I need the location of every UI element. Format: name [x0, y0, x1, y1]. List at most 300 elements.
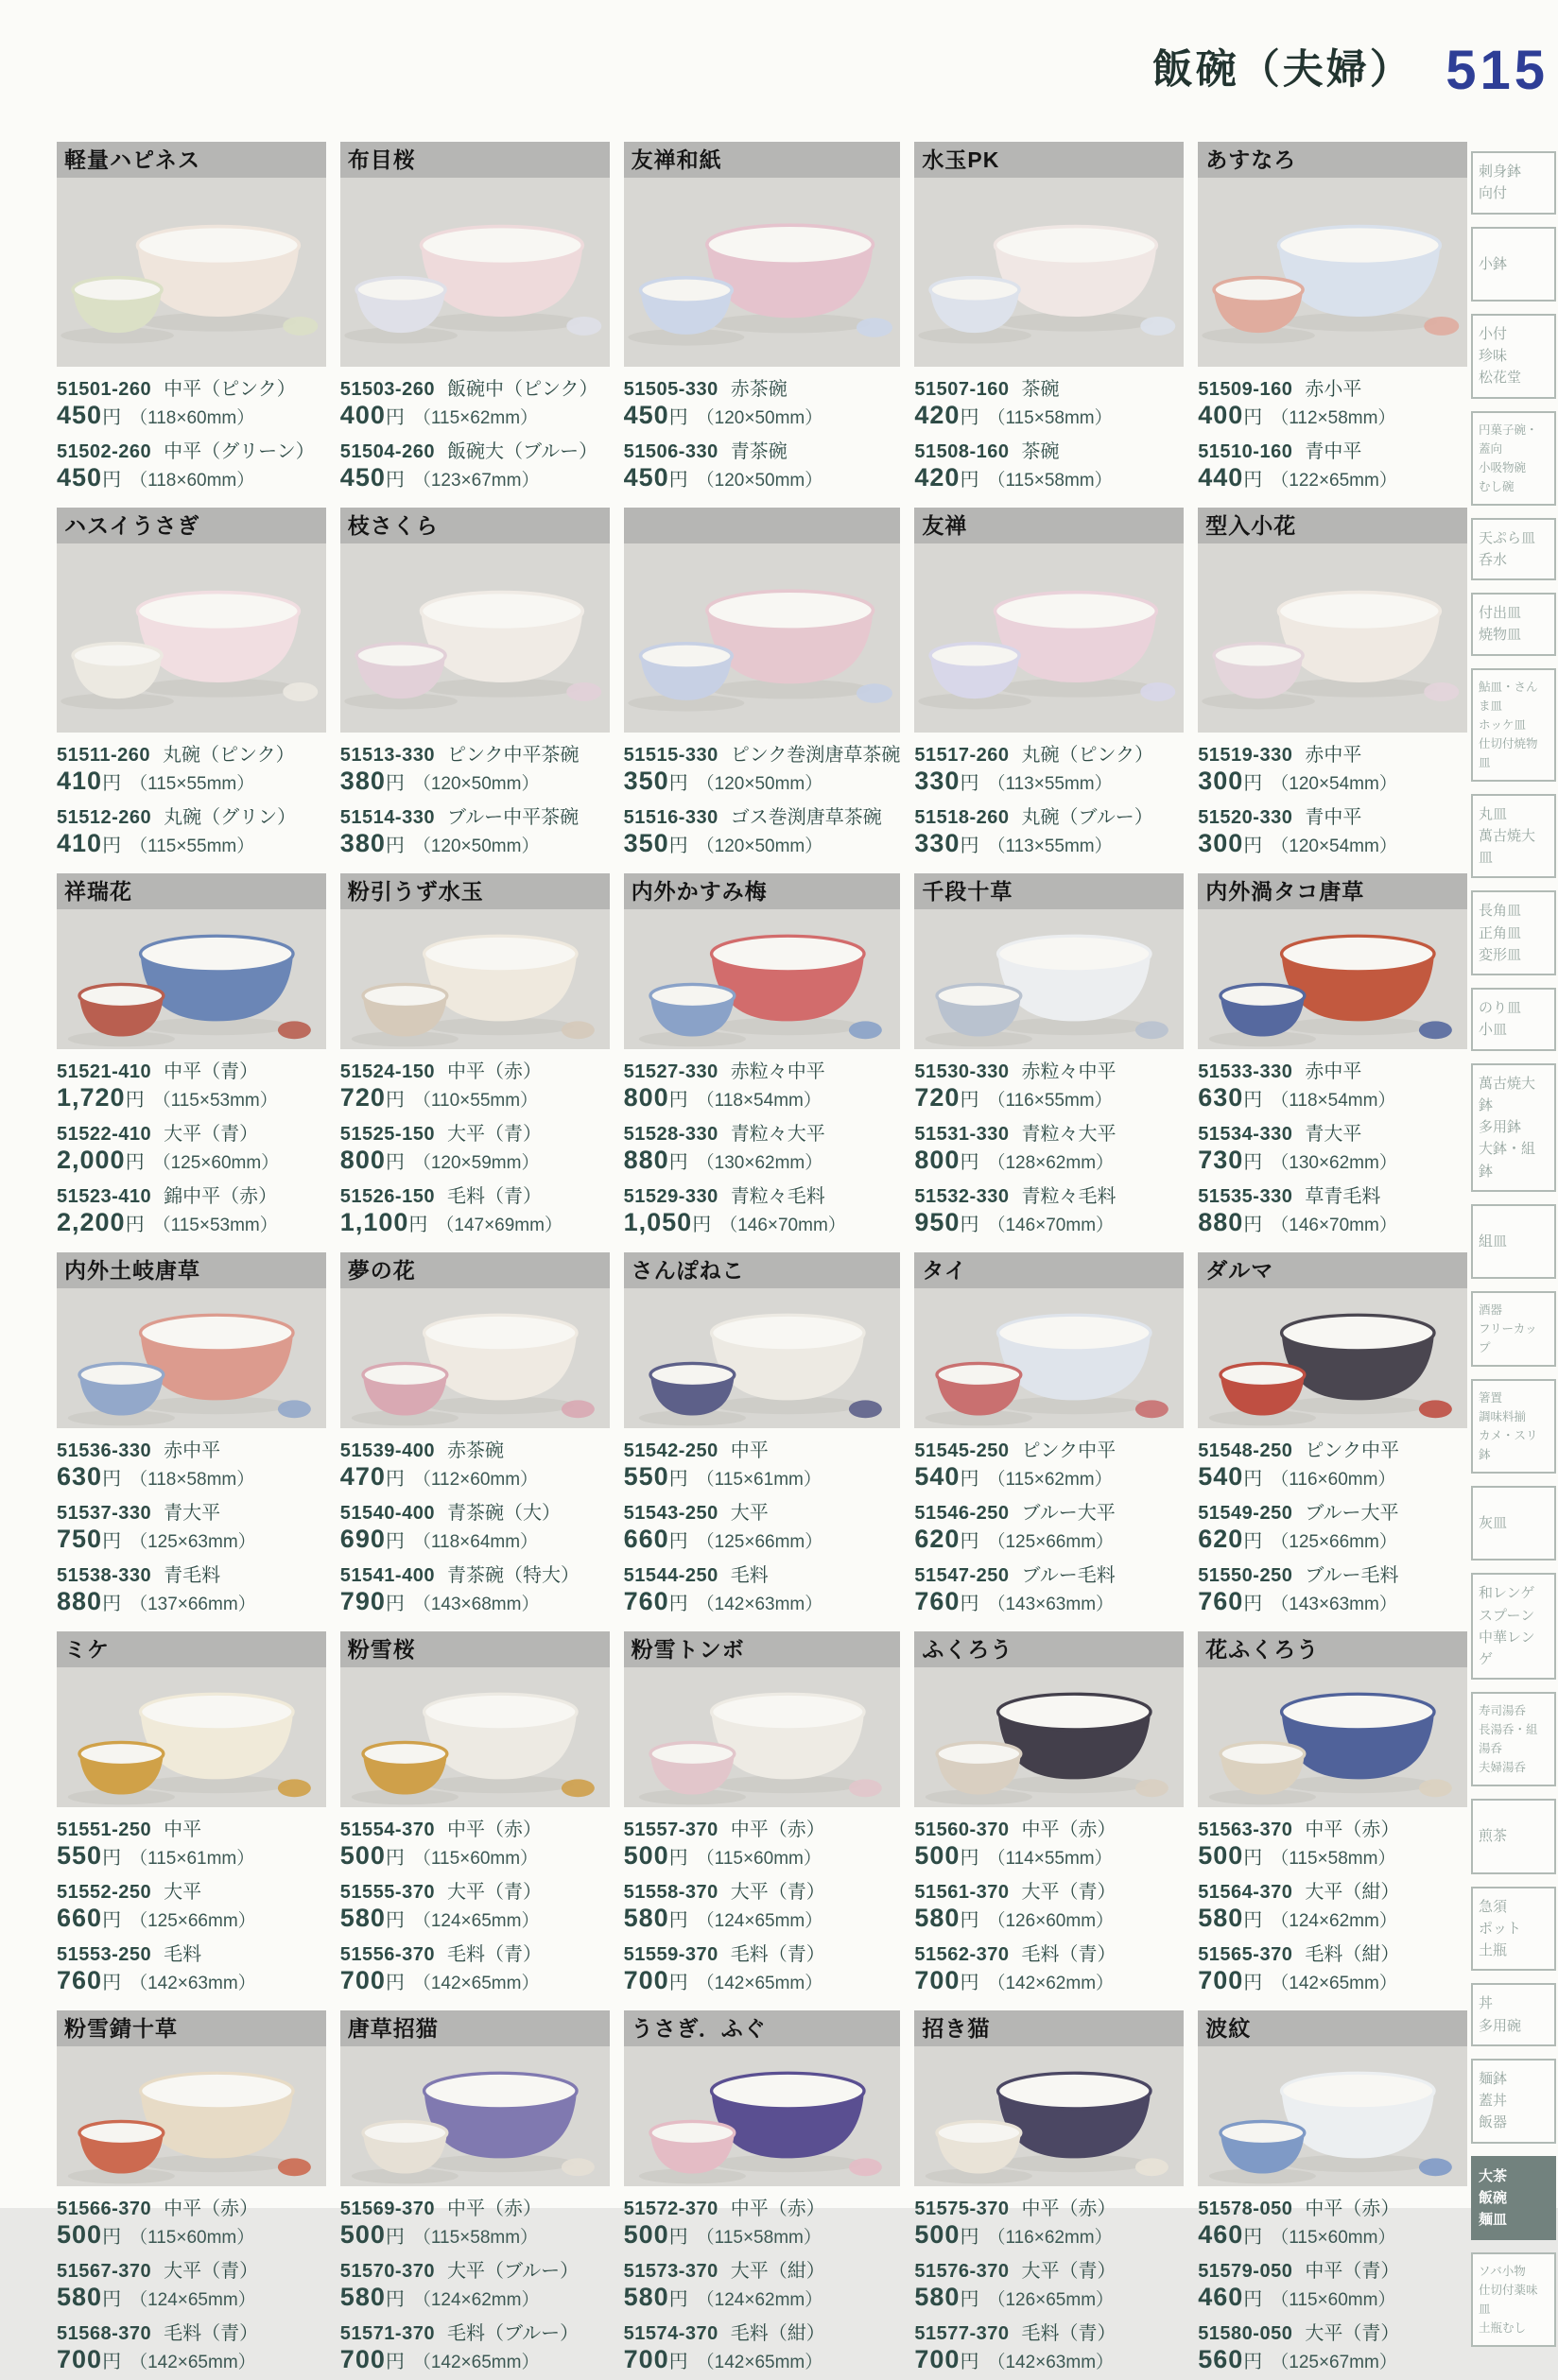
product-cell [914, 2010, 1184, 2380]
product-price-line [340, 1146, 610, 1175]
product-name: 茶碗 [1021, 379, 1060, 400]
small-bowl-rim [356, 278, 445, 302]
large-bowl-rim [421, 593, 582, 630]
product-size: （112×60mm） [412, 1470, 539, 1490]
product-price: 400 [339, 401, 386, 429]
product-cell [624, 1631, 901, 2001]
sidebar-category-label: 小皿 [1479, 1022, 1508, 1039]
product-code: 51528-330 [623, 1124, 718, 1145]
product-list [624, 2186, 901, 2374]
product-price: 330 [914, 767, 961, 795]
product-price-line [914, 1208, 1184, 1237]
sidebar-category-label: 煎茶 [1479, 1828, 1508, 1845]
product-photo [57, 1667, 326, 1807]
yen-suffix: 円 [385, 1531, 405, 1552]
product-name: ピンク中平茶碗 [446, 745, 580, 766]
product-size: （122×65mm） [1271, 471, 1397, 491]
product-size: （142×65mm） [696, 2353, 823, 2372]
yen-suffix: 円 [668, 1469, 688, 1490]
product-code: 51529-330 [623, 1186, 718, 1207]
product-entry [340, 1876, 610, 1933]
product-price: 550 [623, 1462, 669, 1491]
product-price: 580 [339, 2283, 386, 2311]
product-size: （120×50mm） [696, 408, 823, 428]
product-size: （120×50mm） [412, 836, 540, 856]
product-price: 730 [1198, 1146, 1244, 1174]
product-code-line [340, 373, 610, 401]
product-price: 700 [623, 1966, 669, 1994]
large-bowl-rim [421, 227, 582, 265]
product-code: 51565-370 [1198, 1944, 1293, 1965]
product-cell [340, 142, 610, 498]
product-code-line [340, 1181, 610, 1208]
product-entry [1198, 2318, 1467, 2374]
product-price: 760 [1198, 1587, 1244, 1615]
product-entry [914, 1181, 1184, 1237]
product-photo [57, 909, 326, 1049]
product-code: 51503-260 [339, 379, 435, 400]
yen-suffix: 円 [1243, 1469, 1263, 1490]
product-size: （124×62mm） [1271, 1911, 1397, 1931]
product-code: 51568-370 [57, 2323, 152, 2344]
product-code-line [914, 1560, 1184, 1587]
product-price-line [1198, 1146, 1467, 1175]
small-cup [857, 683, 892, 702]
pattern-title: ふくろう [914, 1631, 1184, 1667]
product-size: （124×65mm） [130, 2290, 256, 2310]
product-list [340, 367, 610, 492]
pattern-title: 粉雪トンボ [624, 1631, 901, 1667]
product-entry [624, 1435, 901, 1492]
product-code: 51532-330 [914, 1186, 1010, 1207]
large-bowl-rim [706, 591, 873, 629]
product-entry [624, 1814, 901, 1871]
product-price: 540 [914, 1462, 961, 1491]
product-price: 700 [57, 2345, 103, 2373]
pattern-title: 粉引うず水玉 [340, 873, 610, 909]
product-list [57, 733, 326, 858]
product-code-line [624, 1497, 901, 1525]
product-code-line [57, 1497, 326, 1525]
product-price: 660 [57, 1904, 103, 1932]
product-price: 950 [914, 1208, 961, 1236]
yen-suffix: 円 [668, 2227, 688, 2248]
small-bowl-rim [73, 644, 162, 668]
sidebar-category-label: 土瓶むし [1479, 2321, 1527, 2336]
small-cup [562, 1021, 595, 1039]
large-bowl-rim [1279, 227, 1441, 265]
product-size: （115×60mm） [696, 1849, 822, 1869]
product-code-line [1198, 2318, 1467, 2345]
yen-suffix: 円 [102, 407, 122, 428]
bowls-illustration [624, 1288, 901, 1428]
sidebar-category-label: 灰皿 [1479, 1515, 1508, 1531]
yen-suffix: 円 [385, 2289, 405, 2310]
sidebar-category-label: 長湯呑・組湯呑 [1479, 1723, 1538, 1756]
product-price: 460 [1198, 2283, 1244, 2311]
product-price: 580 [339, 1904, 386, 1932]
product-price: 800 [339, 1146, 386, 1174]
product-name: 大平 [164, 1882, 202, 1903]
sidebar-category-label: ポット [1479, 1920, 1522, 1937]
product-size: （115×58mm） [987, 471, 1113, 491]
product-photo [57, 543, 326, 733]
product-price-line [914, 1904, 1184, 1933]
product-code: 51512-260 [57, 807, 152, 828]
product-code: 51558-370 [623, 1882, 718, 1903]
product-name: 赤茶碗 [446, 1440, 504, 1461]
product-entry [624, 2255, 901, 2312]
small-bowl-rim [1214, 644, 1303, 668]
pattern-title: うさぎ．ふぐ [624, 2010, 901, 2046]
product-photo [624, 909, 901, 1049]
sidebar-category [1471, 411, 1556, 506]
product-code: 51562-370 [914, 1944, 1010, 1965]
sidebar-category [1471, 2252, 1556, 2347]
large-bowl-rim [141, 2073, 293, 2109]
product-size: （120×59mm） [412, 1153, 540, 1173]
product-name: 青中平 [1305, 441, 1362, 462]
small-bowl-rim [650, 2121, 735, 2144]
small-bowl-rim [363, 2121, 447, 2144]
product-photo [624, 2046, 901, 2186]
product-entry [624, 802, 901, 858]
pattern-title: ダルマ [1198, 1252, 1467, 1288]
product-entry [57, 373, 326, 430]
product-price: 350 [623, 767, 669, 795]
sidebar-category-label: ホッケ皿 [1479, 717, 1527, 732]
product-price: 460 [1198, 2220, 1244, 2249]
product-size: （125×66mm） [130, 1911, 256, 1931]
product-cell [914, 508, 1184, 864]
bowls-illustration [57, 1288, 326, 1428]
yen-suffix: 円 [1243, 2352, 1263, 2372]
product-code: 51575-370 [914, 2199, 1010, 2219]
pattern-title: 内外土岐唐草 [57, 1252, 326, 1288]
yen-suffix: 円 [385, 1090, 405, 1111]
yen-suffix: 円 [1243, 1215, 1263, 1235]
bowls-illustration [624, 1667, 901, 1807]
product-code-line [914, 436, 1184, 463]
yen-suffix: 円 [960, 407, 979, 428]
product-name: 大平（青） [164, 2261, 259, 2282]
product-cell [624, 873, 901, 1243]
product-code: 51557-370 [623, 1819, 718, 1840]
yen-suffix: 円 [960, 1531, 979, 1552]
product-size: （142×62mm） [987, 1974, 1115, 1993]
sidebar-category [1471, 890, 1556, 975]
small-bowl-rim [937, 1742, 1021, 1765]
product-entry [624, 1118, 901, 1175]
product-code-line [1198, 802, 1467, 829]
product-entry [914, 1814, 1184, 1871]
product-code-line [1198, 1939, 1467, 1966]
small-cup [857, 318, 892, 336]
large-bowl-rim [711, 936, 863, 972]
product-price-line [624, 1841, 901, 1871]
product-entry [914, 1497, 1184, 1554]
product-cell [914, 873, 1184, 1243]
sidebar-category-label: 小付 [1479, 325, 1508, 342]
product-price: 440 [1198, 463, 1244, 492]
product-cell [57, 1631, 326, 2001]
product-name: 青粒々大平 [1021, 1124, 1117, 1145]
product-entry [914, 1939, 1184, 1995]
product-cell [624, 508, 901, 864]
sidebar-category [1471, 1692, 1556, 1786]
sidebar-category [1471, 988, 1556, 1051]
product-entry [1198, 1814, 1467, 1871]
product-size: （124×65mm） [696, 1911, 823, 1931]
product-size: （120×50mm） [696, 836, 823, 856]
product-size: （118×64mm） [412, 1532, 539, 1552]
product-price-line [1198, 829, 1467, 858]
product-name: 丸碗（ピンク） [1021, 745, 1154, 766]
small-bowl-rim [937, 1363, 1021, 1386]
pattern-title: 友禅和紙 [624, 142, 901, 178]
product-list [57, 1049, 326, 1237]
product-price: 2,000 [57, 1146, 126, 1174]
product-entry [57, 802, 326, 858]
product-list [914, 1807, 1184, 1995]
sidebar-category [1471, 1983, 1556, 2046]
product-size: （128×62mm） [987, 1153, 1115, 1173]
product-code-line [914, 1056, 1184, 1083]
product-price-line [340, 2283, 610, 2312]
product-price: 630 [57, 1462, 103, 1491]
product-code-line [1198, 373, 1467, 401]
product-code: 51520-330 [1198, 807, 1293, 828]
bowls-illustration [340, 909, 610, 1049]
product-price: 700 [1198, 1966, 1244, 1994]
product-size: （110×55mm） [412, 1091, 539, 1111]
product-price-line [1198, 2345, 1467, 2374]
product-price: 420 [914, 401, 961, 429]
product-code-line [340, 1560, 610, 1587]
product-code: 51506-330 [623, 441, 718, 462]
sidebar-category-label: 麺皿 [1479, 2212, 1508, 2228]
yen-suffix: 円 [1243, 1594, 1263, 1614]
product-size: （120×50mm） [696, 471, 823, 491]
sidebar-category-label: 向付 [1479, 185, 1508, 202]
product-price: 380 [339, 829, 386, 857]
yen-suffix: 円 [385, 1848, 405, 1869]
small-cup [848, 2158, 881, 2176]
product-code: 51531-330 [914, 1124, 1010, 1145]
product-code: 51513-330 [339, 745, 435, 766]
product-list [1198, 733, 1467, 858]
large-bowl-rim [424, 1315, 576, 1351]
product-size: （123×67mm） [412, 471, 540, 491]
product-name: 中平（赤） [446, 1061, 542, 1082]
product-price-line [624, 1462, 901, 1492]
yen-suffix: 円 [102, 773, 122, 794]
product-price: 350 [623, 829, 669, 857]
large-bowl-rim [424, 2073, 576, 2109]
product-code-line [57, 1939, 326, 1966]
product-photo [1198, 543, 1467, 733]
product-size: （142×63mm） [130, 1974, 256, 1993]
product-entry [1198, 802, 1467, 858]
product-price-line [624, 401, 901, 430]
bowls-illustration [914, 1288, 1184, 1428]
pattern-title: 夢の花 [340, 1252, 610, 1288]
product-list [914, 733, 1184, 858]
product-code-line [1198, 2193, 1467, 2220]
sidebar-category [1471, 668, 1556, 782]
small-bowl-rim [1220, 1363, 1305, 1386]
product-price: 300 [1198, 767, 1244, 795]
pattern-title: 唐草招猫 [340, 2010, 610, 2046]
product-cell [624, 1252, 901, 1622]
product-size: （124×65mm） [412, 1911, 540, 1931]
sidebar-category-label: 鮎皿・さんま皿 [1479, 680, 1538, 713]
product-code-line [57, 1118, 326, 1146]
product-size: （118×54mm） [1271, 1091, 1396, 1111]
product-code-line [340, 1056, 610, 1083]
product-price-line [624, 1208, 901, 1237]
bowls-illustration [914, 2046, 1184, 2186]
yen-suffix: 円 [102, 1973, 122, 1993]
product-entry [340, 2193, 610, 2250]
product-entry [914, 802, 1184, 858]
product-entry [914, 739, 1184, 796]
product-name: 錦中平（赤） [164, 1186, 278, 1207]
product-price: 800 [914, 1146, 961, 1174]
product-code-line [340, 1876, 610, 1904]
product-code-line [340, 436, 610, 463]
product-code: 51526-150 [339, 1186, 435, 1207]
product-entry [340, 1814, 610, 1871]
product-code-line [624, 373, 901, 401]
product-price: 790 [339, 1587, 386, 1615]
sidebar-category [1471, 2156, 1556, 2241]
product-size: （118×60mm） [130, 408, 255, 428]
product-code: 51527-330 [623, 1061, 718, 1082]
product-code: 51533-330 [1198, 1061, 1293, 1082]
product-price: 450 [623, 401, 669, 429]
bowls-illustration [1198, 909, 1467, 1049]
page-title: 飯碗（夫婦） [1151, 47, 1413, 93]
product-code: 51521-410 [57, 1061, 152, 1082]
product-price: 750 [57, 1525, 103, 1553]
large-bowl-rim [995, 227, 1157, 265]
product-code: 51539-400 [339, 1440, 435, 1461]
product-entry [57, 1181, 326, 1237]
product-price-line [340, 401, 610, 430]
product-code-line [340, 802, 610, 829]
product-code-line [57, 802, 326, 829]
product-price-line [624, 1904, 901, 1933]
bowls-illustration [914, 1667, 1184, 1807]
product-code-line [57, 436, 326, 463]
product-code-line [624, 739, 901, 767]
product-size: （113×55mm） [987, 836, 1113, 856]
product-name: 青粒々毛料 [1021, 1186, 1117, 1207]
yen-suffix: 円 [692, 1215, 712, 1235]
product-cell [57, 142, 326, 498]
product-name: 中平（赤） [446, 1819, 542, 1840]
bowls-illustration [340, 543, 610, 733]
product-price-line [57, 1841, 326, 1871]
product-photo [1198, 1667, 1467, 1807]
product-price-line [914, 463, 1184, 492]
product-list [624, 367, 901, 492]
sidebar-category-label: 蓋丼 [1479, 2093, 1508, 2109]
product-price: 760 [623, 1587, 669, 1615]
product-code: 51563-370 [1198, 1819, 1293, 1840]
product-entry [340, 1939, 610, 1995]
product-entry [624, 1181, 901, 1237]
product-size: （115×60mm） [1271, 2228, 1396, 2248]
product-size: （115×58mm） [696, 2228, 822, 2248]
product-entry [624, 1876, 901, 1933]
product-code: 51510-160 [1198, 441, 1293, 462]
product-code-line [624, 1939, 901, 1966]
bowls-illustration [1198, 178, 1467, 367]
small-cup [1419, 1400, 1452, 1418]
product-code-line [57, 1876, 326, 1904]
bowls-illustration [624, 909, 901, 1049]
product-price-line [57, 401, 326, 430]
small-cup [1424, 682, 1459, 701]
product-cell [57, 2010, 326, 2380]
pattern-title: タイ [914, 1252, 1184, 1288]
product-code-line [914, 2318, 1184, 2345]
product-entry [57, 436, 326, 492]
yen-suffix: 円 [102, 1531, 122, 1552]
product-code-line [340, 1939, 610, 1966]
product-name: 大平（青） [164, 1124, 259, 1145]
product-name: 中平（ピンク） [164, 379, 296, 400]
product-price-line [914, 1525, 1184, 1554]
product-code: 51569-370 [339, 2199, 435, 2219]
large-bowl-rim [137, 227, 299, 265]
small-bowl-rim [1214, 278, 1303, 302]
yen-suffix: 円 [960, 773, 979, 794]
product-code-line [1198, 2255, 1467, 2283]
product-code: 51572-370 [623, 2199, 718, 2219]
product-price-line [624, 2283, 901, 2312]
product-size: （115×58mm） [987, 408, 1113, 428]
product-name: 中平（赤） [730, 2199, 825, 2219]
product-size: （120×54mm） [1271, 774, 1397, 794]
product-price: 500 [339, 2220, 386, 2249]
product-cell [340, 873, 610, 1243]
product-size: （125×66mm） [696, 1532, 823, 1552]
product-price-line [340, 1841, 610, 1871]
yen-suffix: 円 [960, 2227, 979, 2248]
product-name: ピンク中平 [1305, 1440, 1399, 1461]
sidebar-category-label: 夫婦湯呑 [1479, 1761, 1527, 1775]
product-name: 赤小平 [1305, 379, 1362, 400]
sidebar-category-label: 急須 [1479, 1898, 1508, 1915]
product-code: 51534-330 [1198, 1124, 1293, 1145]
product-code: 51580-050 [1198, 2323, 1293, 2344]
yen-suffix: 円 [408, 1215, 428, 1235]
product-price: 630 [1198, 1083, 1244, 1112]
product-size: （125×66mm） [1271, 1532, 1397, 1552]
yen-suffix: 円 [668, 773, 688, 794]
large-bowl-rim [711, 1694, 863, 1730]
sidebar-category-label: 組皿 [1479, 1233, 1508, 1250]
product-list [914, 367, 1184, 492]
yen-suffix: 円 [668, 1090, 688, 1111]
sidebar-category-label: 呑水 [1479, 551, 1508, 568]
product-size: （142×65mm） [412, 1974, 540, 1993]
yen-suffix: 円 [102, 2227, 122, 2248]
yen-suffix: 円 [960, 836, 979, 856]
